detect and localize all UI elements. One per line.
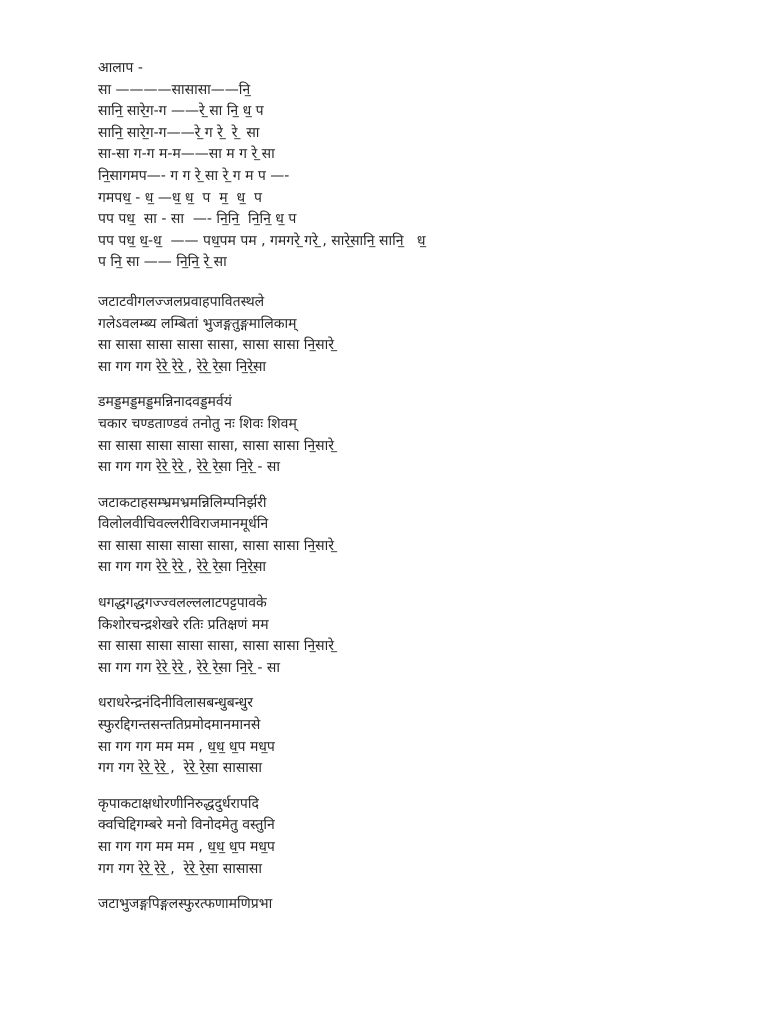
notation-line: सा सासा सासा सासा सासा, सासा सासा नि̲सारे̲ — [98, 638, 334, 655]
verse-line: चकार चण्डताण्डवं तनोतु नः शिवः शिवम् — [98, 415, 297, 432]
verse-line: डमड्डमड्डमड्डमन्निनादवड्डमर्वयं — [98, 394, 232, 411]
verse-block-4 — [98, 593, 738, 679]
verse-line: किशोरचन्द्रशेखरे रतिः प्रतिक्षणं मम — [98, 616, 269, 633]
verse-line: स्फुरद्दिगन्तसन्ततिप्रमोदमानमानसे — [98, 717, 261, 734]
notation-line: नि̲सागमप—- ग ग रे̲ सा रे̲ ग म प —- — [98, 167, 290, 184]
notation-line: पप पध̲ सा - सा —- नि̲नि̲ नि̲नि̲ ध̲ प — [98, 211, 297, 228]
notation-line: सा सासा सासा सासा सासा, सासा सासा नि̲सारे̲ — [98, 437, 334, 454]
notation-line: सा गग गग रे̲रे̲ रे̲रे̲ , रे̲रे̲ रे̲सा नि̲रे̲ - सा — [98, 659, 281, 676]
notation-line: सा गग गग रे̲रे̲ रे̲रे̲ , रे̲रे̲ रे̲सा नि̲रे̲सा — [98, 358, 267, 375]
verse-line: धगद्धगद्धगज्ज्वलल्ललाटपट्टपावके — [98, 595, 267, 612]
verse-line: जटाभुजङ्गपिङ्गलस्फुरत्फणामणिप्रभा — [98, 896, 273, 913]
notation-line: प नि̲ सा —— नि̲नि̲ रे̲ सा — [98, 254, 227, 271]
verse-block-7 — [98, 894, 738, 916]
verse-line: जटाकटाहसम्भ्रमभ्रमन्निलिम्पनिर्झरी — [98, 494, 267, 511]
notation-line: सा गग गग रे̲रे̲ रे̲रे̲ , रे̲रे̲ रे̲सा नि̲रे̲ - सा — [98, 459, 281, 476]
notation-line: सानि̲ सारे̲ग-ग——रे̲ ग रे̲ रे̲ सा — [98, 124, 260, 141]
verse-line: कृपाकटाक्षधोरणीनिरुद्धदुर्धरापदि — [98, 795, 259, 812]
verse-block-1 — [98, 292, 738, 378]
notation-line: गमपध̲ - ध̲ —ध̲ ध̲ प म̲ ध̲ प — [98, 189, 262, 206]
notation-line: सा गग गग रे̲रे̲ रे̲रे̲ , रे̲रे̲ रे̲सा नि̲रे̲सा — [98, 559, 267, 576]
verse-line: क्वचिद्दिगम्बरे मनो विनोदमेतु वस्तुनि — [98, 817, 275, 834]
alaap-section — [98, 58, 738, 274]
notation-line: सानि̲ सारे̲ग-ग ——रे̲ सा नि̲ ध̲ प — [98, 103, 264, 120]
notation-line: सा सासा सासा सासा सासा, सासा सासा नि̲सारे̲ — [98, 337, 334, 354]
verse-line: जटाटवीगलज्जलप्रवाहपावितस्थले — [98, 293, 265, 310]
verse-line: गलेऽवलम्ब्य लम्बितां भुजङ्गतुङ्गमालिकाम् — [98, 315, 297, 332]
notation-line: सा गग गग मम मम , ध̲ध̲ ध̲प मध̲प — [98, 839, 275, 855]
verse-block-5 — [98, 693, 738, 779]
notation-line: गग गग रे̲रे̲ रे̲रे̲ , रे̲रे̲ रे̲सा सासासा — [98, 760, 263, 777]
notation-line: सा गग गग मम मम , ध̲ध̲ ध̲प मध̲प — [98, 738, 275, 755]
verse-block-6 — [98, 794, 738, 880]
verse-block-2 — [98, 392, 738, 478]
verse-block-3 — [98, 493, 738, 579]
verse-line: धराधरेन्द्रनंदिनीविलासबन्धुबन्धुर — [98, 695, 253, 712]
notation-line: गग गग रे̲रे̲ रे̲रे̲ , रे̲रे̲ रे̲सा सासासा — [98, 860, 263, 877]
section-heading: आलाप - — [98, 60, 143, 76]
notation-line: पप पध̲ ध̲-ध̲ —— पध̲पम पम , गमगरे̲ गरे̲ , सारे̲सानि̲ सानि̲ ध̲ — [98, 232, 426, 249]
notation-line: सा सासा सासा सासा सासा, सासा सासा नि̲सारे̲ — [98, 537, 334, 554]
notation-line: सा-सा ग-ग म-म——सा म ग रे̲ सा — [98, 146, 275, 163]
verse-line: विलोलवीचिवल्लरीविराजमानमूर्धनि — [98, 516, 269, 533]
notation-line: सा ————सासासा——नि̲ — [98, 81, 251, 98]
document-body — [98, 58, 738, 930]
